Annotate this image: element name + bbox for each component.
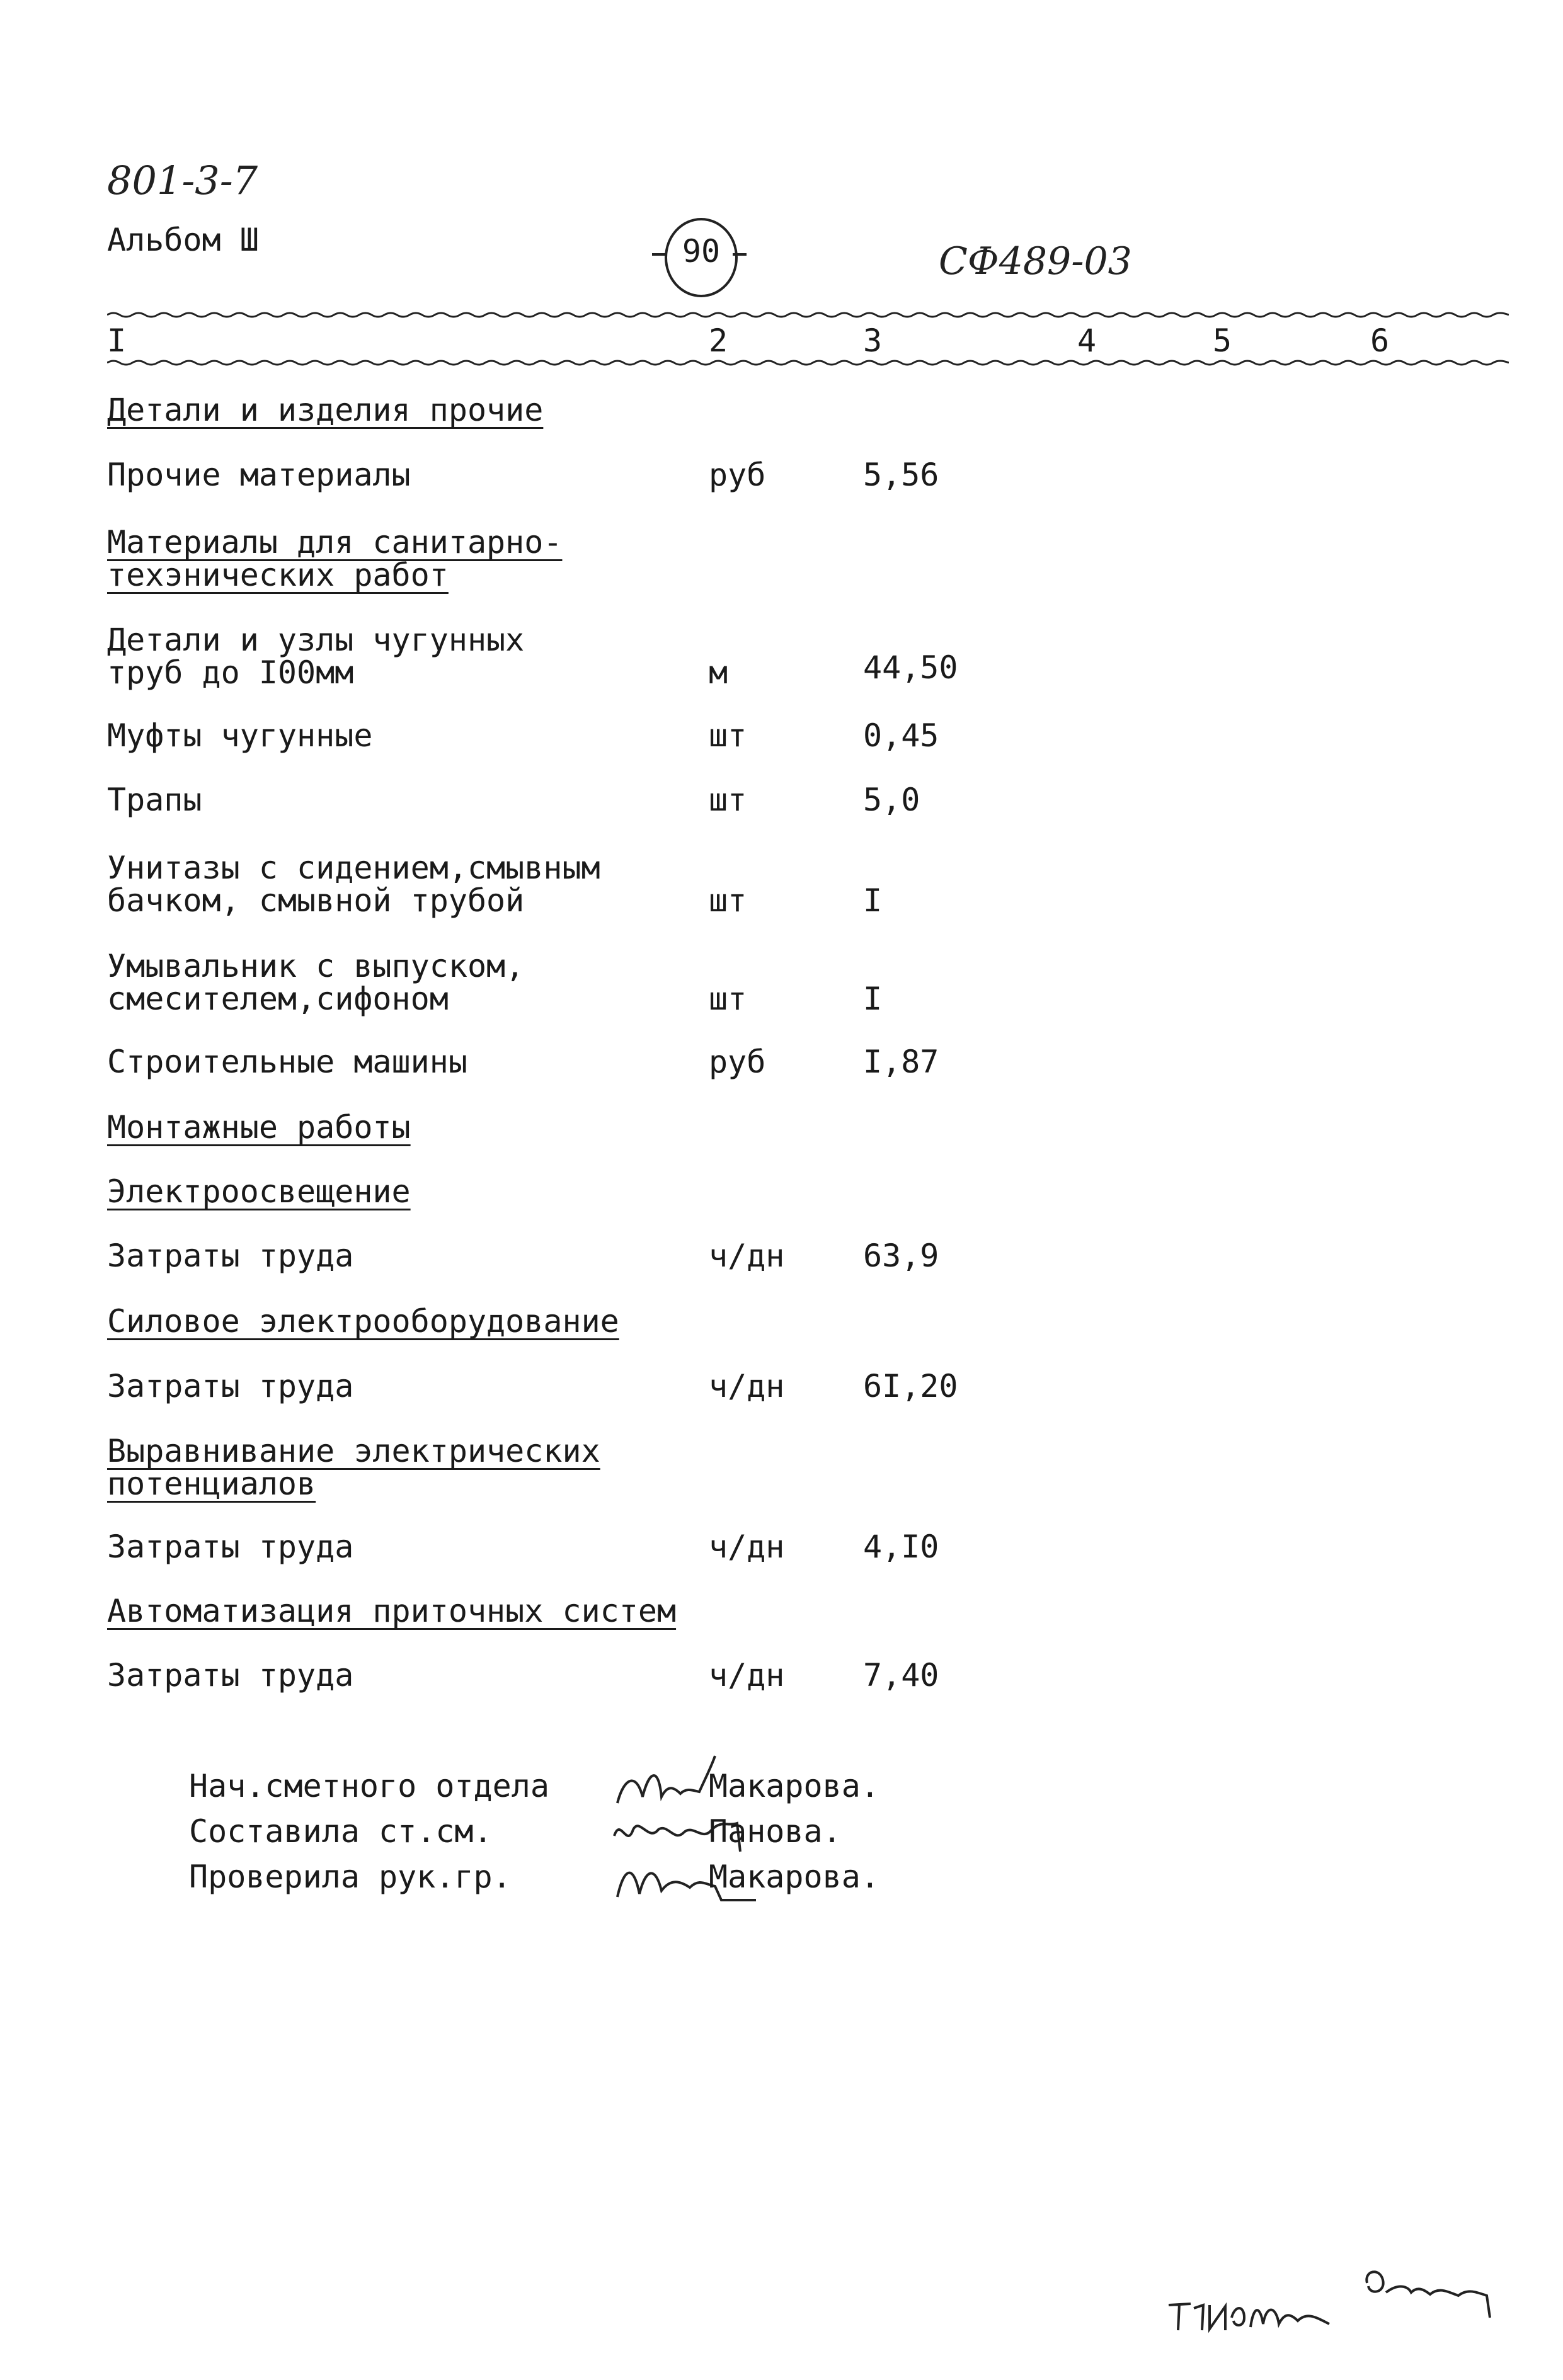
row-value: 63,9 [863,1238,939,1274]
row-value: 7,40 [863,1657,939,1694]
signatory-name: Макарова. [709,1768,879,1804]
signature-line [189,1809,842,1854]
row-name: Прочие материалы [107,457,411,493]
row-unit: ч/дн [709,1368,785,1404]
row-value: 44,50 [863,649,958,686]
row-unit: шт [709,717,747,754]
row-name: Электроосвещение [107,1173,411,1210]
handwritten-mark [1361,2258,1525,2327]
row-name: Затраты труда [107,1368,354,1404]
signatory-name: Макарова. [709,1859,879,1895]
page-number: 90 [682,233,721,270]
column-number-5: 5 [1213,322,1232,359]
column-number-6: 6 [1370,322,1390,359]
row-name: Затраты труда [107,1529,354,1565]
column-number-3: 3 [863,322,883,359]
row-name: Затраты труда [107,1657,354,1694]
row-unit: шт [709,882,747,919]
row-name: Унитазы с сидением,смывным бачком, смывной трубой [107,850,600,919]
signature-line [189,1854,879,1899]
row-unit: ч/дн [709,1657,785,1694]
signature-role: Нач.сметного отдела [189,1768,549,1804]
page-number-badge [652,213,740,301]
document-reference: СФ489-03 [939,239,1132,283]
row-unit: ч/дн [709,1238,785,1274]
row-name: Силовое электрооборудование [107,1303,619,1340]
signature-line [189,1763,879,1809]
row-name: Трапы [107,782,202,818]
row-unit: ч/дн [709,1529,785,1565]
row-name: Монтажные работы [107,1109,411,1146]
row-name: Умывальник с выпуском, смесителем,сифоном [107,948,525,1017]
row-value: I [863,882,883,919]
row-unit: шт [709,782,747,818]
document-code: 801-3-7 [107,157,258,203]
row-name: Детали и узлы чугунных труб до I00мм [107,622,525,691]
row-name: Автоматизация приточных систем [107,1593,677,1629]
handwritten-mark [1165,2280,1342,2343]
row-value: I [863,981,883,1017]
row-value: 6I,20 [863,1368,958,1404]
album-label: Альбом Ш [107,222,259,258]
row-value: 5,56 [863,457,939,493]
row-name: Материалы для санитарно- техэнических работ [107,524,563,593]
row-value: 5,0 [863,782,920,818]
row-unit: руб [709,457,766,493]
row-name: Строительные машины [107,1044,467,1080]
signature-role: Составила ст.см. [189,1813,493,1850]
column-number-4: 4 [1077,322,1097,359]
row-name: Затраты труда [107,1238,354,1274]
column-number-1: I [107,322,127,359]
row-name: Муфты чугунные [107,717,373,754]
row-name: Выравнивание электрических потенциалов [107,1433,600,1502]
row-value: 4,I0 [863,1529,939,1565]
row-value: 0,45 [863,717,939,754]
column-number-2: 2 [709,322,728,359]
row-unit: м [709,654,728,691]
signature-role: Проверила рук.гр. [189,1859,512,1895]
row-value: I,87 [863,1044,939,1080]
row-unit: шт [709,981,747,1017]
row-unit: руб [709,1044,766,1080]
signatory-name: Панова. [709,1813,842,1850]
top-wavy-rule [107,310,1509,320]
header-wavy-rule [107,358,1509,368]
row-name: Детали и изделия прочие [107,392,544,428]
